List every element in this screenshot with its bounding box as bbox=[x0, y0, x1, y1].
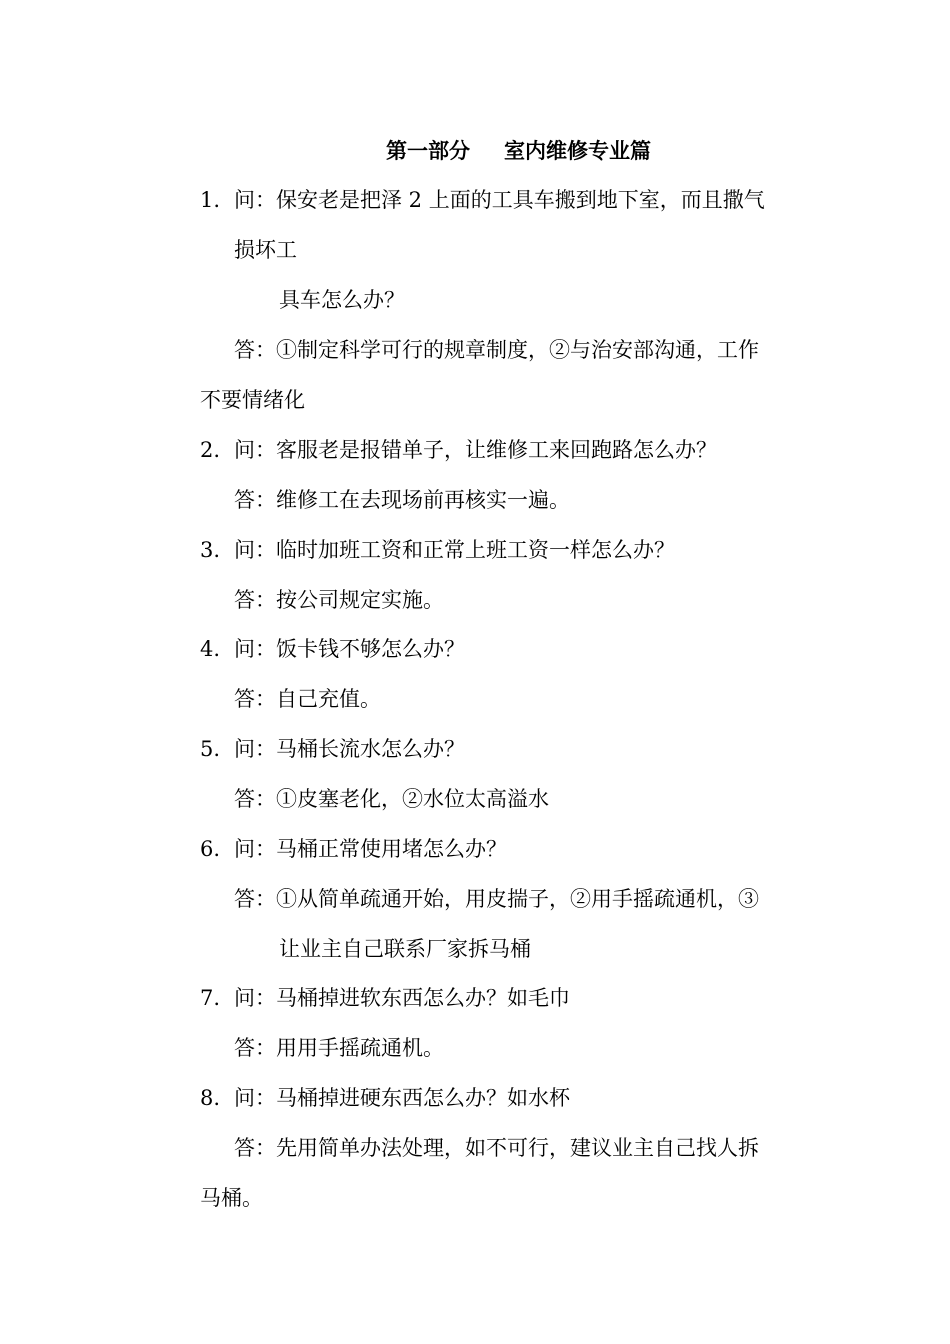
question-number-5: 5. bbox=[200, 737, 221, 761]
answer-1-line-2: 不要情绪化 bbox=[200, 388, 305, 412]
answer-3: 答：按公司规定实施。 bbox=[234, 588, 444, 612]
question-7: 问：马桶掉进软东西怎么办？如毛巾 bbox=[234, 986, 570, 1010]
answer-6-line-2: 让业主自己联系厂家拆马桶 bbox=[279, 937, 531, 961]
question-number-4: 4. bbox=[200, 637, 221, 661]
question-6: 问：马桶正常使用堵怎么办？ bbox=[234, 837, 507, 861]
document-title bbox=[386, 136, 651, 166]
answer-5: 答：①皮塞老化，②水位太高溢水 bbox=[234, 787, 549, 811]
answer-1-line-1: 答：①制定科学可行的规章制度，②与治安部沟通，工作 bbox=[234, 338, 759, 362]
question-number-3: 3. bbox=[200, 538, 221, 562]
question-3: 问：临时加班工资和正常上班工资一样怎么办？ bbox=[234, 538, 675, 562]
answer-6-line-1: 答：①从简单疏通开始，用皮揣子，②用手摇疏通机，③ bbox=[234, 887, 759, 911]
question-number-7: 7. bbox=[200, 986, 221, 1010]
question-4: 问：饭卡钱不够怎么办？ bbox=[234, 637, 465, 661]
question-number-2: 2. bbox=[200, 438, 221, 462]
question-1-line-1: 问：保安老是把泽 2 上面的工具车搬到地下室，而且撒气 bbox=[234, 188, 765, 212]
answer-7: 答：用用手摇疏通机。 bbox=[234, 1036, 444, 1060]
question-number-1: 1. bbox=[200, 188, 221, 212]
question-number-6: 6. bbox=[200, 837, 221, 861]
question-1-line-2: 损坏工 bbox=[234, 238, 297, 262]
answer-4: 答：自己充值。 bbox=[234, 687, 381, 711]
question-1-line-3: 具车怎么办？ bbox=[279, 288, 405, 312]
answer-2: 答：维修工在去现场前再核实一遍。 bbox=[234, 488, 570, 512]
question-8: 问：马桶掉进硬东西怎么办？如水杯 bbox=[234, 1086, 570, 1110]
answer-8-line-1: 答：先用简单办法处理，如不可行，建议业主自己找人拆 bbox=[234, 1136, 759, 1160]
question-number-8: 8. bbox=[200, 1086, 221, 1110]
title-part-one: 第一部分 bbox=[386, 138, 470, 163]
question-2: 问：客服老是报错单子，让维修工来回跑路怎么办？ bbox=[234, 438, 717, 462]
question-5: 问：马桶长流水怎么办？ bbox=[234, 737, 465, 761]
title-part-two: 室内维修专业篇 bbox=[504, 138, 651, 163]
answer-8-line-2: 马桶。 bbox=[200, 1186, 263, 1210]
